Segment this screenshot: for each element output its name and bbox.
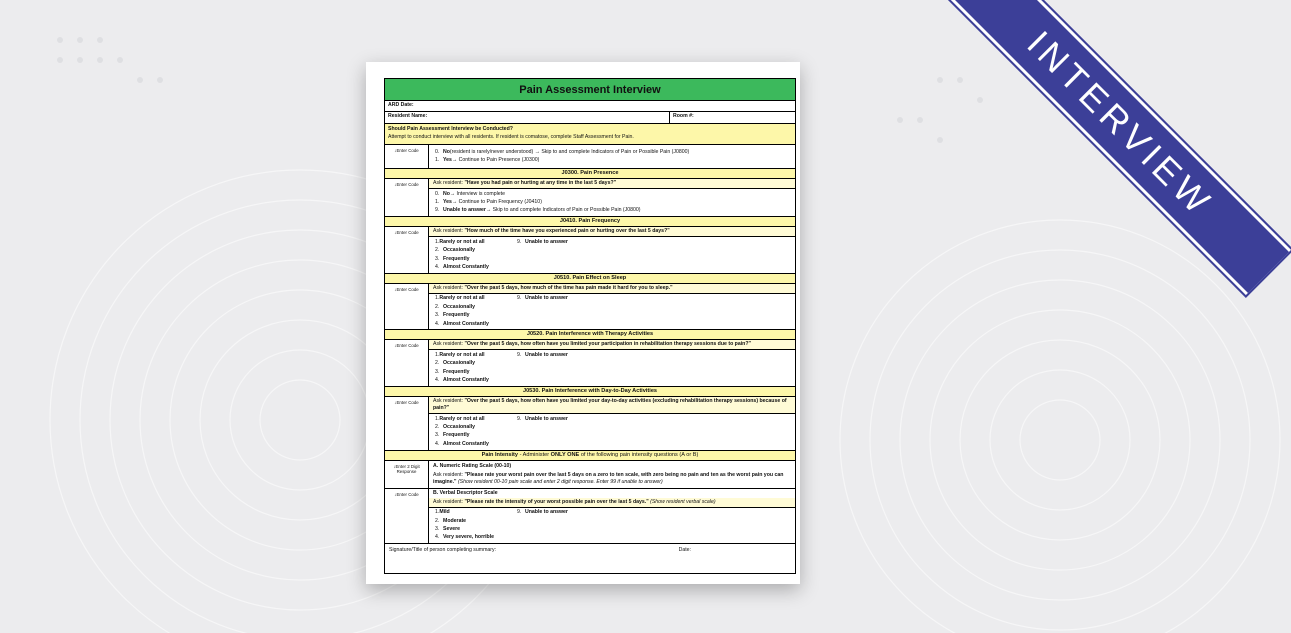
option-item: 4. Almost Constantly bbox=[435, 440, 489, 447]
enter-code-box[interactable]: ↓Enter Code bbox=[385, 489, 429, 544]
option-item: 1.Rarely or not at all 9. Unable to answer bbox=[435, 352, 568, 359]
option-item: 2. Occasionally bbox=[435, 247, 476, 254]
section-header-j0530: J0530. Pain Interference with Day-to-Day Activities bbox=[385, 387, 795, 397]
option-item: 1.Rarely or not at all 9. Unable to answer bbox=[435, 295, 568, 302]
option-item: 3. Frequently bbox=[435, 432, 470, 439]
question-line: Ask resident: "Over the past 5 days, how often have you limited your day-to-day activities (excluding rehabilitation therapy sessions) because of pain?" bbox=[429, 397, 795, 414]
option-item: 2. Occasionally bbox=[435, 360, 476, 367]
option-item: 1.Rarely or not at all 9. Unable to answer bbox=[435, 415, 568, 422]
section-j0300 bbox=[385, 179, 795, 217]
section-j0410 bbox=[385, 227, 795, 274]
enter-code-box[interactable]: ↓Enter Code bbox=[385, 340, 429, 386]
question-line: Ask resident: "Over the past 5 days, how often have you limited your participation in rehabilitation therapy sessions due to pain?" bbox=[429, 340, 795, 350]
enter-code-box[interactable]: ↓Enter Code bbox=[385, 397, 429, 450]
signature-label: Signature/Title of person completing summary: bbox=[389, 547, 497, 554]
question-line: Ask resident: "How much of the time have you experienced pain or hurting over the last 5 days?" bbox=[429, 227, 795, 237]
enter-code-box[interactable]: ↓Enter Code bbox=[385, 145, 429, 168]
ard-date-label: ARD Date: bbox=[388, 102, 414, 108]
numeric-scale-question: Ask resident: "Please rate your worst pain over the last 5 days on a zero to ten scale, with zero being no pain and ten as the worst pain you can imagine." (Show resident 00-10 pain scale and enter 2 digit response. Enter 99 if unable to answer) bbox=[433, 471, 784, 485]
ard-date-row bbox=[385, 101, 795, 112]
option-yes: 1. Yes → Continue to Pain Presence (J0300) bbox=[435, 157, 540, 164]
conduct-instruction: Attempt to conduct interview with all residents. If resident is comatose, complete Staff Assessment for Pain. bbox=[388, 134, 634, 141]
section-header-j0510: J0510. Pain Effect on Sleep bbox=[385, 274, 795, 284]
option-item: 9. Unable to answer → Skip to and complete Indicators of Pain or Possible Pain (J0800) bbox=[435, 207, 641, 214]
numeric-scale-title: A. Numeric Rating Scale (00-10) bbox=[433, 462, 512, 469]
resident-name-label: Resident Name: bbox=[385, 112, 670, 123]
question-line: Ask resident: "Have you had pain or hurting at any time in the last 5 days?" bbox=[429, 179, 795, 189]
enter-code-box[interactable]: ↓Enter Code bbox=[385, 179, 429, 216]
section-intensity-b bbox=[385, 489, 795, 545]
date-label: Date: bbox=[678, 547, 691, 554]
enter-2-digit-box[interactable]: ↓Enter 2 Digit Response bbox=[385, 461, 429, 488]
interview-banner bbox=[900, 0, 1222, 260]
option-item: 4. Almost Constantly bbox=[435, 264, 489, 271]
option-item: 4. Almost Constantly bbox=[435, 320, 489, 327]
conduct-question-block bbox=[385, 124, 795, 145]
option-item: 3. Frequently bbox=[435, 255, 470, 262]
section-j0520 bbox=[385, 340, 795, 387]
document-page bbox=[366, 62, 800, 584]
conduct-options bbox=[385, 145, 795, 169]
section-header-j0410: J0410. Pain Frequency bbox=[385, 217, 795, 227]
option-item: 2. Moderate bbox=[435, 517, 467, 524]
signature-row bbox=[385, 544, 795, 558]
resident-row bbox=[385, 112, 795, 124]
conduct-question: Should Pain Assessment Interview be Conducted? bbox=[388, 126, 513, 132]
verbal-scale-question: Ask resident: "Please rate the intensity of your worst possible pain over the last 5 days." (Show resident verbal scale) bbox=[429, 498, 795, 508]
section-header-j0300: J0300. Pain Presence bbox=[385, 169, 795, 179]
section-j0510 bbox=[385, 284, 795, 331]
option-item: 4. Very severe, horrible bbox=[435, 534, 495, 541]
section-intensity-a bbox=[385, 461, 795, 489]
enter-code-box[interactable]: ↓Enter Code bbox=[385, 227, 429, 273]
section-header-j0520: J0520. Pain Interference with Therapy Activities bbox=[385, 330, 795, 340]
option-item: 2. Occasionally bbox=[435, 303, 476, 310]
option-item: 2. Occasionally bbox=[435, 424, 476, 431]
form-title: Pain Assessment Interview bbox=[385, 79, 795, 101]
option-item: 1. Yes → Continue to Pain Frequency (J0410) bbox=[435, 199, 542, 206]
section-j0530 bbox=[385, 397, 795, 451]
option-item: 3. Severe bbox=[435, 526, 461, 533]
verbal-scale-title: B. Verbal Descriptor Scale bbox=[433, 489, 498, 496]
pain-assessment-form bbox=[384, 78, 796, 574]
option-item: 1.Rarely or not at all 9. Unable to answer bbox=[435, 238, 568, 245]
section-header-intensity: Pain Intensity - Administer ONLY ONE of the following pain intensity questions (A or B) bbox=[385, 451, 795, 461]
banner-label: INTERVIEW bbox=[949, 0, 1291, 295]
option-item: 3. Frequently bbox=[435, 368, 470, 375]
option-item: 0. No → Interview is complete bbox=[435, 190, 505, 197]
option-item: 4. Almost Constantly bbox=[435, 377, 489, 384]
option-no: 0. No (resident is rarely/never understood) → Skip to and complete Indicators of Pain or Possible Pain (J0800) bbox=[435, 148, 690, 155]
question-line: Ask resident: "Over the past 5 days, how much of the time has pain made it hard for you to sleep." bbox=[429, 284, 795, 294]
room-label: Room #: bbox=[673, 113, 694, 119]
enter-code-box[interactable]: ↓Enter Code bbox=[385, 284, 429, 330]
option-item: 1.Mild 9. Unable to answer bbox=[435, 509, 568, 516]
option-item: 3. Frequently bbox=[435, 312, 470, 319]
